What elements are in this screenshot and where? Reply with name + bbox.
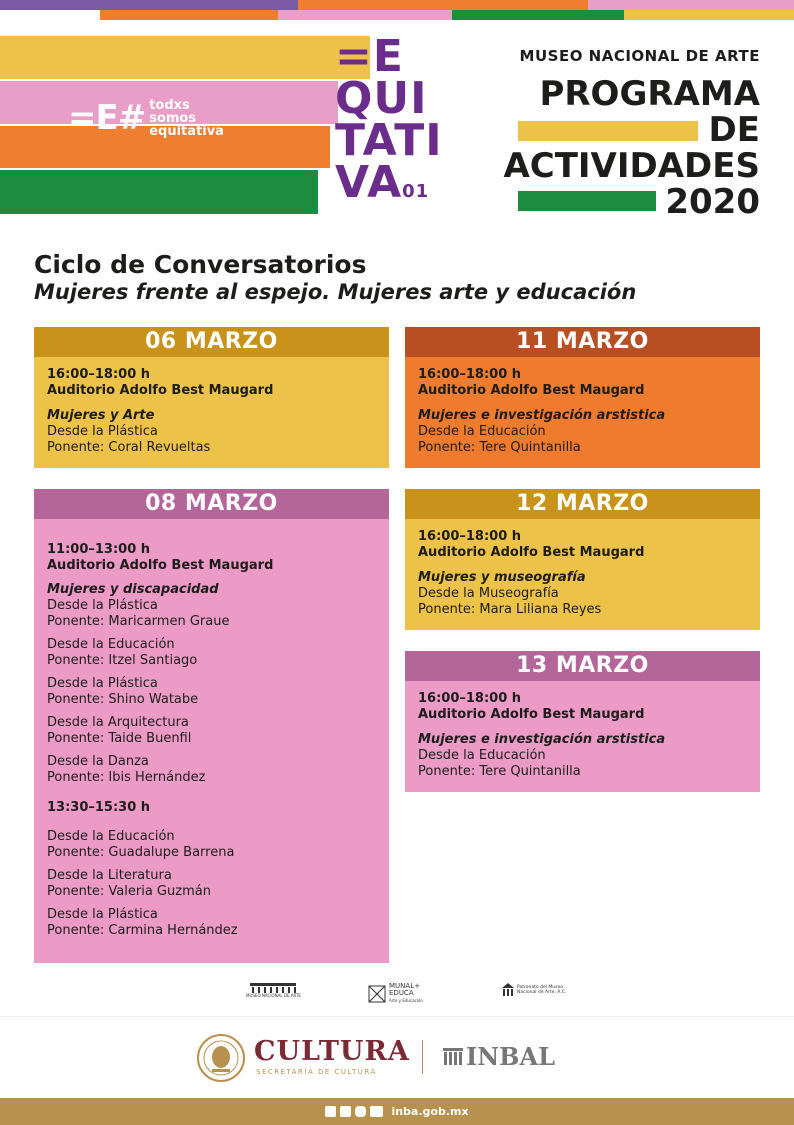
title-yellow-bar [518,121,698,141]
youtube-icon[interactable] [370,1106,383,1117]
card-speaker: Ponente: Mara Liliana Reyes [418,602,602,617]
card-field: Desde la Danza [47,754,149,769]
educa-line-2: EDUCA [389,989,414,997]
equi-line-4 [335,157,455,213]
top-stripe-pink [588,0,794,10]
secretaria-text: SECRETARÍA DE CULTURA [256,1068,377,1076]
cycle-subtitle: Mujeres frente al espejo. Mujeres arte y educación [34,280,637,304]
top-stripe-purple [0,0,298,10]
title-green-bar [518,191,656,211]
equi-number: 01 [402,181,430,202]
card-12-marzo [405,489,760,630]
speaker-group [47,637,376,669]
card-body [405,519,760,628]
top-stripe-green [452,10,624,20]
card-topic: Mujeres y Arte [47,408,155,423]
footer-logos [0,1030,794,1085]
equi-line-4-text: VA [335,157,403,208]
card-11-marzo [405,327,760,468]
card-field: Desde la Plástica [47,424,158,439]
card-body [34,357,389,466]
card-06-marzo [34,327,389,468]
header-bar-yellow [0,36,370,79]
card-time: 16:00–18:00 h [47,367,151,382]
hashtag-line-3: equitativa [149,123,224,139]
cultura-wordmark: CULTURA [254,1036,410,1067]
educa-text [389,983,423,1004]
footer-separator [422,1040,423,1074]
card-field: Desde la Educación [47,829,175,844]
card-field: Desde la Educación [418,748,546,763]
card-place: Auditorio Adolfo Best Maugard [418,545,645,560]
bottom-bar [0,1098,794,1125]
card-speaker: Ponente: Maricarmen Graue [47,614,230,629]
card-topic: Mujeres e investigación arstistica [418,732,666,747]
speaker-group [47,676,376,708]
program-title-4: 2020 [665,182,760,222]
card-field: Desde la Plástica [47,676,158,691]
partner-logos [0,983,794,1005]
card-speaker: Ponente: Tere Quintanilla [418,440,581,455]
educa-grid-icon [368,985,386,1003]
munal-building-icon [250,983,296,993]
hashtag-mark: =E# [68,98,146,138]
footer-divider [0,1016,794,1017]
museum-name: MUSEO NACIONAL DE ARTE [519,47,760,65]
hashtag-logo [68,98,224,138]
card-time: 11:00–13:00 h [47,542,151,557]
top-stripe-pink-2 [278,10,452,20]
card-speaker: Ponente: Ibis Hernández [47,770,206,785]
card-speaker: Ponente: Guadalupe Barrena [47,845,235,860]
card-topic: Mujeres y discapacidad [47,582,219,597]
patronato-text: Patronato del Museo Nacional de Arte, A.C. [517,985,567,995]
equitativa-logo [335,31,455,213]
educa-line-3: Arte y Educación [389,998,423,1003]
card-date: 08 MARZO [34,489,389,519]
equi-line-3: TATI [335,115,443,166]
card-date: 12 MARZO [405,489,760,519]
equi-line-2: QUI [335,73,428,124]
speaker-group [47,598,376,630]
twitter-icon[interactable] [340,1106,351,1117]
card-08-marzo [34,489,389,963]
mexico-seal-icon [196,1033,246,1083]
website-link[interactable]: inba.gob.mx [391,1105,469,1118]
card-date: 13 MARZO [405,651,760,681]
card-13-marzo [405,651,760,792]
header-bar-green [0,170,318,214]
program-title-1: PROGRAMA [539,74,760,114]
card-topic: Mujeres e investigación arstistica [418,408,666,423]
equi-line-1: =E [335,31,404,82]
card-speaker: Ponente: Valeria Guzmán [47,884,211,899]
card-topic: Mujeres y museografía [418,570,586,585]
patronato-icon [502,983,514,997]
card-body [405,357,760,466]
inbal-building-icon [443,1048,463,1066]
card-place: Auditorio Adolfo Best Maugard [418,707,645,722]
speaker-group [47,754,376,786]
card-date: 11 MARZO [405,327,760,357]
card-speaker: Ponente: Tere Quintanilla [418,764,581,779]
card-speaker: Ponente: Shino Watabe [47,692,199,707]
card-speaker: Ponente: Itzel Santiago [47,653,198,668]
card-date: 06 MARZO [34,327,389,357]
speaker-group [47,715,376,747]
munal-logo-text: MUSEO NACIONAL DE ARTE [246,993,301,998]
hashtag-line-1: todxs [149,97,190,113]
card-time-2: 13:30–15:30 h [47,800,151,815]
cycle-title: Ciclo de Conversatorios [34,250,367,279]
educa-line-1: MUNAL+ [389,982,420,990]
card-field: Desde la Arquitectura [47,715,189,730]
card-field: Desde la Museografía [418,586,559,601]
top-stripe-orange-2 [100,10,278,20]
card-field: Desde la Plástica [47,598,158,613]
card-field: Desde la Literatura [47,868,172,883]
top-stripe-yellow [624,10,794,20]
card-field: Desde la Educación [418,424,546,439]
card-time: 16:00–18:00 h [418,367,522,382]
program-title-2: DE [708,110,760,150]
speaker-group [47,868,376,900]
inbal-wordmark: INBAL [466,1042,555,1071]
patronato-logo [502,983,567,997]
card-place: Auditorio Adolfo Best Maugard [47,558,274,573]
card-time: 16:00–18:00 h [418,529,522,544]
munal-logo-block [246,983,301,999]
card-time: 16:00–18:00 h [418,691,522,706]
speaker-group [47,907,376,939]
card-place: Auditorio Adolfo Best Maugard [47,383,274,398]
facebook-icon[interactable] [325,1106,336,1117]
card-speaker: Ponente: Coral Revueltas [47,440,211,455]
instagram-icon[interactable] [355,1106,366,1117]
speaker-group [47,829,376,861]
card-field: Desde la Educación [47,637,175,652]
card-body [405,681,760,790]
munal-educa-logo [368,983,423,1004]
card-field: Desde la Plástica [47,907,158,922]
top-stripe-orange [298,0,588,10]
program-title-3: ACTIVIDADES [503,146,760,186]
card-speaker: Ponente: Taide Buenfil [47,731,192,746]
card-body [34,519,389,949]
hashtag-line-2: somos [149,110,197,126]
card-speaker: Ponente: Carmina Hernández [47,923,238,938]
card-place: Auditorio Adolfo Best Maugard [418,383,645,398]
munal-logo [246,983,301,999]
hashtag-text [149,99,224,138]
